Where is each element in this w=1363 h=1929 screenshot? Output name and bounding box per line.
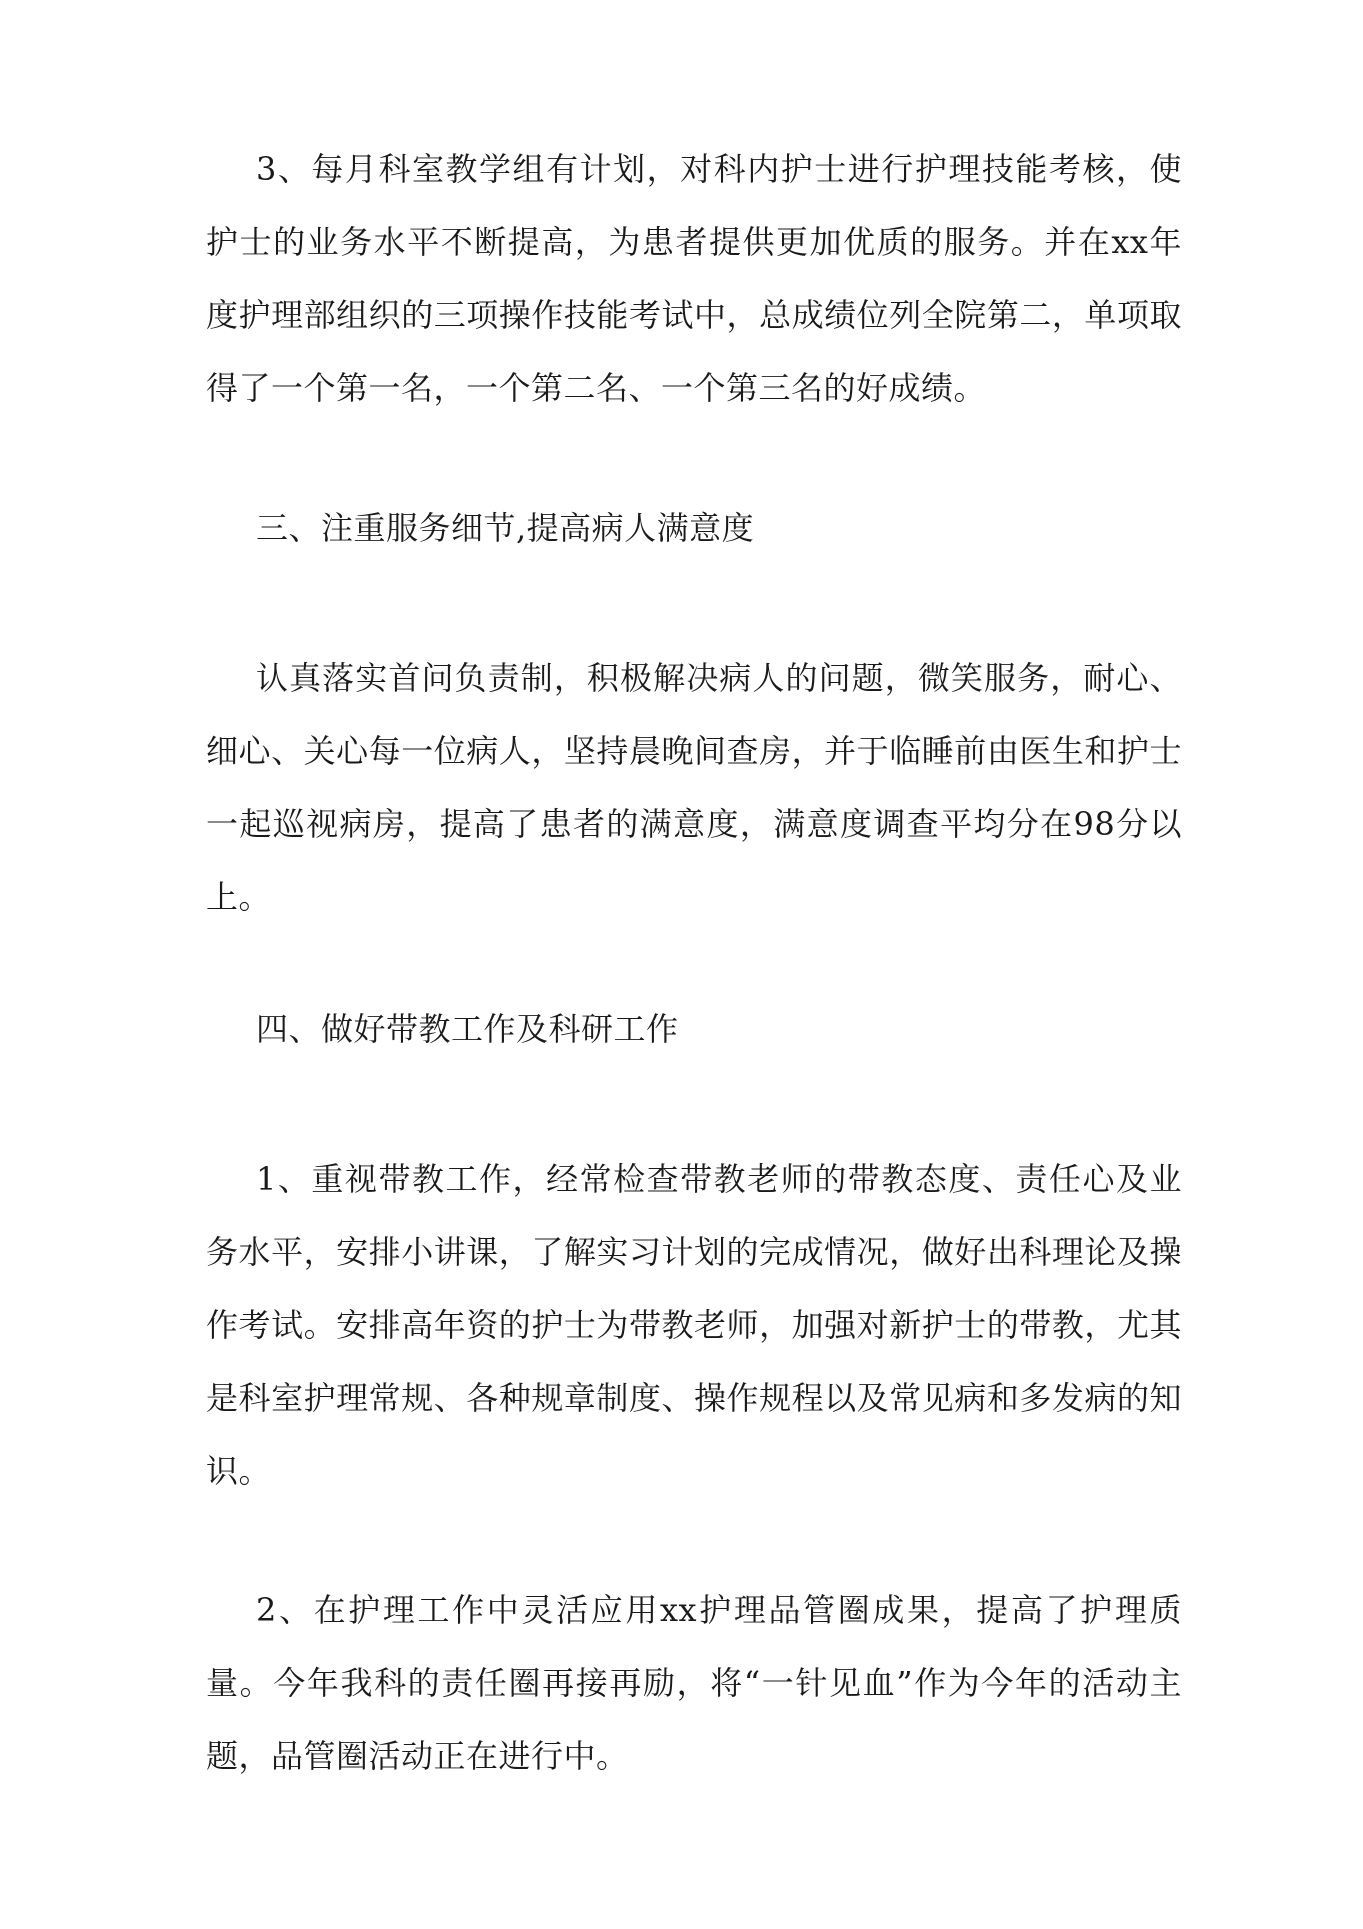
section-heading-service-details: 三、注重服务细节,提高病人满意度: [256, 509, 755, 547]
paragraph-quality-circle: 2、在护理工作中灵活应用xx护理品管圈成果，提高了护理质量。今年我科的责任圈再接再励，将“一针见血”作为今年的活动主题，品管圈活动正在进行中。: [206, 1591, 1182, 1775]
paragraph-skill-assessment: 3、每月科室教学组有计划，对科内护士进行护理技能考核，使护士的业务水平不断提高，为患者提供更加优质的服务。并在xx年度护理部组织的三项操作技能考试中，总成绩位列全院第二，单项取得了一个第一名，一个第二名、一个第三名的好成绩。: [206, 150, 1182, 407]
section-heading-teaching-research: 四、做好带教工作及科研工作: [256, 1010, 679, 1048]
paragraph-patient-satisfaction: 认真落实首问负责制，积极解决病人的问题，微笑服务，耐心、细心、关心每一位病人，坚持晨晚间查房，并于临睡前由医生和护士一起巡视病房，提高了患者的满意度，满意度调查平均分在98分以上。: [206, 659, 1182, 916]
paragraph-teaching-work: 1、重视带教工作，经常检查带教老师的带教态度、责任心及业务水平，安排小讲课，了解实习计划的完成情况，做好出科理论及操作考试。安排高年资的护士为带教老师，加强对新护士的带教，尤其是科室护理常规、各种规章制度、操作规程以及常见病和多发病的知识。: [206, 1160, 1182, 1490]
